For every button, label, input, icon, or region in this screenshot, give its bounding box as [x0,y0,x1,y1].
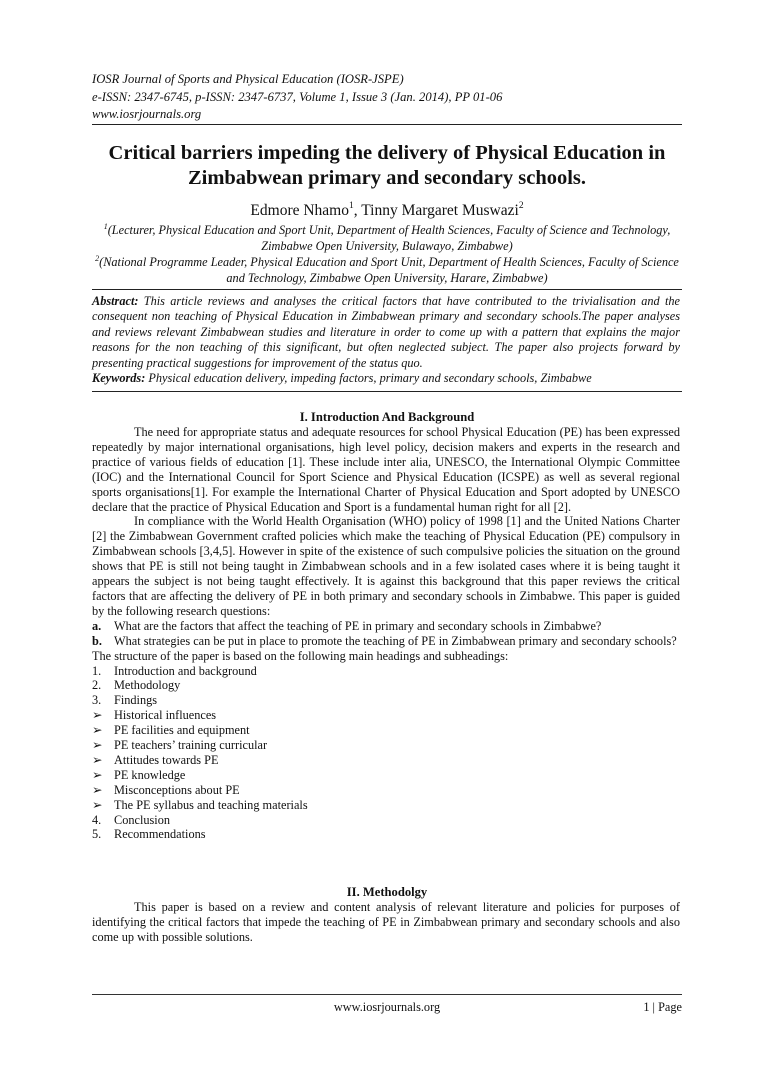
list-item [92,678,680,693]
footer-divider [92,994,682,995]
list-item-text: PE knowledge [114,767,186,782]
list-item-text: What strategies can be put in place to promote the teaching of PE in Zimbabwean primary and secondary schools? [114,633,677,648]
keywords-text: Physical education delivery, impeding factors, primary and secondary schools, Zimbabwe [148,371,592,386]
journal-issn: e-ISSN: 2347-6745, p-ISSN: 2347-6737, Volume 1, Issue 3 (Jan. 2014), PP 01-06 [92,89,503,104]
list-item-text: Misconceptions about PE [114,782,240,797]
arrow-bullet-icon: ➢ [92,708,103,723]
list-item [92,619,680,634]
journal-name: IOSR Journal of Sports and Physical Education (IOSR-JSPE) [92,72,404,86]
arrow-bullet-icon: ➢ [92,738,103,753]
arrow-bullet-icon: ➢ [92,752,103,767]
journal-header [92,71,682,124]
list-item [92,708,680,723]
list-item-text: Conclusion [114,812,171,827]
keywords-label: Keywords: [92,371,146,386]
paragraph: In compliance with the World Health Organisation (WHO) policy of 1998 [1] and the United Nations Charter [2] the Zimbabwean Government crafted policies which make the teaching of Physical Education (PE) compulsory in Zimbabwean schools [3,4,5]. However in spite of the existence of such compulsive policies the situation on the ground shows that PE is still not being taught in Zimbabwean schools and in a few isolated cases where it is being taught it appears the subject is not being taught effectively. It is against this background that this paper reviews the critical factors that are affecting the delivery of PE in both primary and secondary schools in Zimbabwe. This paper is guided by the following research questions: [92,514,680,618]
author-name: Edmore Nhamo [250,202,349,219]
paragraph: The structure of the paper is based on the following main headings and subheadings: [92,648,509,663]
research-questions [92,619,680,649]
list-item [92,723,680,738]
abstract-bottom-divider [92,391,682,392]
affiliation-text: (Lecturer, Physical Education and Sport Unit, Department of Health Sciences, Faculty of Science and Technology, Zimbabwe Open University, Bulawayo, Zimbabwe) [107,223,671,253]
list-marker: b. [92,633,102,648]
paragraph: This paper is based on a review and content analysis of relevant literature and policies for purposes of identifying the critical factors that impede the teaching of PE in Zimbabwean primary and secondary schools and also come up with possible solutions. [92,900,680,944]
affiliation-2 [92,254,682,286]
list-marker: 3. [92,693,102,708]
journal-website: www.iosrjournals.org [92,107,202,121]
list-item-text: What are the factors that affect the teaching of PE in primary and secondary schools in Zimbabwe? [114,618,602,633]
arrow-bullet-icon: ➢ [92,767,103,782]
paragraph: The need for appropriate status and adequate resources for school Physical Education (PE) has been expressed repeatedly by major international organisations, high level policy, decision makers and experts in the research and practice of various fields of education [1]. These include inter alia, UNESCO, the International Olympic Committee (IOC) and the International Council for Sport Science and Physical Education (ICSPE) as well as several regional sports organisations[1]. For example the International Charter of Physical Education and Sport adopted by UNESCO declare that the practice of Physical Education and Sport is a fundamental human right for all [2]. [92,425,680,514]
abstract-block [92,294,680,386]
list-item [92,753,680,768]
section-heading-methodology: II. Methodolgy [346,885,428,899]
list-item-text: PE teachers’ training curricular [114,738,268,753]
keywords [92,371,680,386]
list-marker: 4. [92,812,102,827]
author-line: Edmore Nhamo$^1$, Tinny Margaret Muswazi$^2$ [250,201,524,219]
list-marker: 2. [92,678,102,693]
header-divider [92,124,682,125]
list-item [92,738,680,753]
abstract-top-divider [92,289,682,290]
abstract [92,294,680,371]
paper-title: Critical barriers impeding the delivery of Physical Education in Zimbabwean primary and secondary schools. [108,142,666,189]
list-marker: 5. [92,827,102,842]
section-methodology-body [92,900,680,945]
list-item [92,813,680,828]
paper-outline [92,664,680,843]
list-marker: a. [92,618,102,633]
list-item [92,798,680,813]
affiliation-text: (National Programme Leader, Physical Education and Sport Unit, Department of Health Sciences, Faculty of Science and Technology, Zimbabwe Open University, Harare, Zimbabwe) [99,255,679,285]
list-item [92,827,680,842]
list-item [92,693,680,708]
list-item [92,768,680,783]
author-mark: 2 [518,201,524,211]
list-item-text: Historical influences [114,708,217,723]
affiliation-mark: 2 [95,254,100,263]
list-item-text: Introduction and background [114,663,257,678]
page-number: 1 | Page [643,1000,682,1014]
affiliation-1 [92,222,682,254]
arrow-bullet-icon: ➢ [92,723,103,738]
arrow-bullet-icon: ➢ [92,782,103,797]
author-mark: 1 [349,201,354,211]
list-item-text: Findings [114,693,158,708]
abstract-label: Abstract: [92,294,139,308]
abstract-text: This article reviews and analyses the critical factors that have contributed to the trivialisation and the consequent non teaching of Physical Education in Zimbabwean primary and secondary schools.The paper analyses and reviews relevant Zimbabwean studies and literature in order to come up with a pattern that explains the major reasons for the non teaching of this significant, but often neglected subject. The paper also projects forward by presenting practical suggestions for improvement of the status quo. [92,294,680,370]
arrow-bullet-icon: ➢ [92,797,103,812]
author-name: Tinny Margaret Muswazi [361,202,519,219]
list-item-text: The PE syllabus and teaching materials [114,797,308,812]
section-introduction-body [92,425,680,842]
list-item-text: Attitudes towards PE [114,752,219,767]
list-item [92,634,680,649]
affiliation-mark: 1 [103,222,108,231]
section-heading-introduction: I. Introduction And Background [299,410,475,424]
list-item [92,783,680,798]
list-item [92,664,680,679]
list-item-text: PE facilities and equipment [114,723,250,738]
list-marker: 1. [92,663,102,678]
footer-website: www.iosrjournals.org [333,1000,441,1014]
list-item-text: Recommendations [114,827,206,842]
list-item-text: Methodology [114,678,181,693]
